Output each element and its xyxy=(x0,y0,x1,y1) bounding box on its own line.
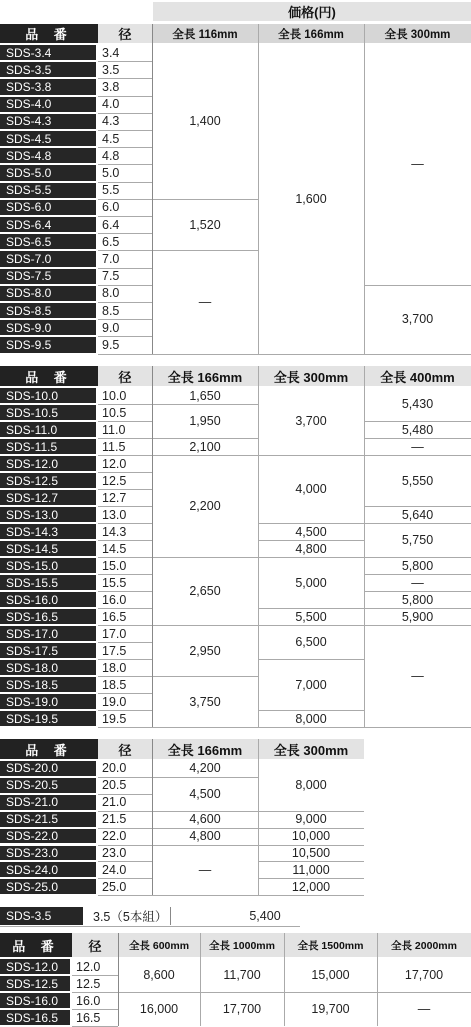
price-cell: 7,000 xyxy=(295,677,327,692)
part-number: SDS-12.0 xyxy=(0,959,70,974)
part-number: SDS-22.0 xyxy=(0,829,96,844)
price-cell: — xyxy=(411,669,424,683)
part-number: SDS-4.5 xyxy=(0,131,96,146)
diameter-value: 5.5 xyxy=(102,183,120,198)
diameter-value: 14.3 xyxy=(102,524,127,539)
price-cell: 5,800 xyxy=(401,592,434,607)
diameter-value: 5.0 xyxy=(102,165,120,180)
price-cell: 5,800 xyxy=(401,558,434,573)
diameter-value: 12.0 xyxy=(102,456,127,471)
diameter-value: 19.5 xyxy=(102,711,127,726)
diameter-value: 3.8 xyxy=(102,79,120,94)
part-number: SDS-9.0 xyxy=(0,320,96,335)
column-header-length: 全長 300mm xyxy=(364,24,471,43)
diameter-value: 16.0 xyxy=(102,592,127,607)
part-number: SDS-19.5 xyxy=(0,711,96,726)
price-cell: 17,700 xyxy=(222,1002,262,1016)
set-price: 5,400 xyxy=(249,909,281,923)
part-number: SDS-10.5 xyxy=(0,405,96,420)
price-cell: 5,900 xyxy=(401,609,434,624)
part-number: SDS-12.5 xyxy=(0,976,70,991)
part-number: SDS-16.0 xyxy=(0,592,96,607)
diameter-value: 4.5 xyxy=(102,131,120,146)
column-divider xyxy=(377,933,378,1026)
diameter-value: 9.0 xyxy=(102,320,120,335)
set-diameter: 3.5（5本組） xyxy=(93,910,168,924)
column-header-length: 全長 1000mm xyxy=(200,933,284,957)
diameter-value: 22.0 xyxy=(102,829,127,844)
price-cell: 2,950 xyxy=(189,643,221,658)
diameter-value: 20.0 xyxy=(102,761,127,776)
part-number: SDS-3.4 xyxy=(0,45,96,60)
price-cell: 3,700 xyxy=(401,312,434,327)
part-number: SDS-18.0 xyxy=(0,660,96,675)
price-cell: 4,800 xyxy=(295,541,327,556)
diameter-value: 12.5 xyxy=(102,473,127,488)
price-cell: 5,430 xyxy=(401,397,434,411)
column-header-diameter: 径 xyxy=(98,24,152,43)
part-number: SDS-11.5 xyxy=(0,439,96,454)
diameter-value: 4.8 xyxy=(102,148,120,163)
diameter-value: 4.0 xyxy=(102,97,120,112)
column-header-length: 全長 300mm xyxy=(258,739,364,759)
price-cell: 5,000 xyxy=(295,575,327,590)
part-number: SDS-12.5 xyxy=(0,473,96,488)
diameter-value: 12.0 xyxy=(76,959,101,974)
price-cell: 8,600 xyxy=(143,968,175,982)
price-cell: 16,000 xyxy=(139,1002,179,1016)
part-number: SDS-7.5 xyxy=(0,269,96,284)
price-cell: 5,480 xyxy=(401,422,434,437)
row-divider xyxy=(0,926,300,927)
price-cell: 3,700 xyxy=(295,414,327,428)
part-number: SDS-4.0 xyxy=(0,97,96,112)
price-cell: — xyxy=(417,1002,431,1016)
price-cell: 4,500 xyxy=(295,524,327,539)
part-number: SDS-7.0 xyxy=(0,251,96,266)
diameter-value: 19.0 xyxy=(102,694,127,709)
part-number: SDS-23.0 xyxy=(0,846,96,861)
part-number: SDS-16.0 xyxy=(0,993,70,1008)
row-divider xyxy=(364,727,471,728)
column-header-length: 全長 116mm xyxy=(152,24,258,43)
part-number: SDS-3.8 xyxy=(0,79,96,94)
part-number: SDS-20.5 xyxy=(0,778,96,793)
price-cell: — xyxy=(411,157,424,172)
price-header: 価格(円) xyxy=(153,2,471,21)
row-divider xyxy=(98,895,152,896)
column-divider xyxy=(284,933,285,1026)
price-cell: — xyxy=(411,575,424,590)
part-number: SDS-5.0 xyxy=(0,165,96,180)
column-header-length: 全長 2000mm xyxy=(377,933,471,957)
diameter-value: 15.5 xyxy=(102,575,127,590)
part-number: SDS-15.0 xyxy=(0,558,96,573)
diameter-value: 8.0 xyxy=(102,286,120,301)
price-cell: 1,520 xyxy=(189,217,221,232)
column-header-diameter: 径 xyxy=(72,933,118,957)
part-number: SDS-6.5 xyxy=(0,234,96,249)
price-cell: 1,400 xyxy=(189,114,221,129)
price-cell: 4,200 xyxy=(189,761,221,776)
row-divider xyxy=(258,895,364,896)
column-header-length: 全長 600mm xyxy=(118,933,200,957)
diameter-value: 6.4 xyxy=(102,217,120,232)
diameter-value: 21.5 xyxy=(102,812,127,827)
part-number: SDS-11.0 xyxy=(0,422,96,437)
column-divider xyxy=(118,933,119,1026)
price-cell: 1,650 xyxy=(189,388,221,403)
part-number: SDS-21.5 xyxy=(0,812,96,827)
diameter-value: 23.0 xyxy=(102,845,127,860)
price-cell: 3,750 xyxy=(189,694,221,709)
diameter-value: 6.5 xyxy=(102,234,120,249)
price-cell: 8,000 xyxy=(295,711,327,726)
column-divider xyxy=(258,24,259,354)
diameter-value: 4.3 xyxy=(102,114,120,129)
price-cell: 4,600 xyxy=(189,812,221,827)
part-number: SDS-3.5 xyxy=(0,62,96,77)
diameter-value: 7.5 xyxy=(102,269,120,284)
price-cell: 17,700 xyxy=(404,968,444,982)
column-header-diameter: 径 xyxy=(98,366,152,386)
price-cell: — xyxy=(198,862,212,877)
column-divider xyxy=(258,739,259,895)
diameter-value: 17.0 xyxy=(102,626,127,641)
price-cell: 11,700 xyxy=(223,968,261,982)
diameter-value: 12.7 xyxy=(102,490,127,505)
column-divider xyxy=(152,366,153,727)
part-number: SDS-8.0 xyxy=(0,286,96,301)
part-number: SDS-6.0 xyxy=(0,200,96,215)
diameter-value: 20.5 xyxy=(102,778,127,793)
column-header-part-no: 品 番 xyxy=(0,933,72,957)
price-cell: 2,650 xyxy=(189,584,221,598)
diameter-value: 3.4 xyxy=(102,45,120,60)
row-divider xyxy=(152,727,258,728)
part-number: SDS-21.0 xyxy=(0,795,96,810)
diameter-value: 11.0 xyxy=(102,422,126,437)
price-cell: 10,500 xyxy=(291,845,331,860)
diameter-value: 16.5 xyxy=(76,1010,101,1025)
price-cell: 1,950 xyxy=(189,414,221,428)
part-number: SDS-17.0 xyxy=(0,626,96,641)
diameter-value: 16.0 xyxy=(76,993,101,1008)
price-cell: — xyxy=(198,294,212,309)
price-cell: 12,000 xyxy=(291,879,331,894)
part-number: SDS-15.5 xyxy=(0,575,96,590)
diameter-value: 25.0 xyxy=(102,879,127,894)
diameter-value: 10.0 xyxy=(102,388,127,403)
diameter-value: 11.5 xyxy=(102,439,126,454)
part-number: SDS-14.5 xyxy=(0,541,96,556)
column-header-diameter: 径 xyxy=(98,739,152,759)
diameter-value: 17.5 xyxy=(102,643,127,658)
price-cell: 9,000 xyxy=(295,812,327,827)
price-cell: 4,000 xyxy=(295,482,327,496)
column-header-part-no: 品 番 xyxy=(0,366,98,386)
column-divider xyxy=(170,907,171,925)
diameter-value: 8.5 xyxy=(102,303,120,318)
part-number: SDS-16.5 xyxy=(0,609,96,624)
price-cell: 11,000 xyxy=(292,862,330,877)
diameter-value: 7.0 xyxy=(102,251,120,266)
part-number: SDS-6.4 xyxy=(0,217,96,232)
price-cell: 4,500 xyxy=(189,786,221,801)
price-cell: 10,000 xyxy=(291,829,331,844)
price-cell: 4,800 xyxy=(189,829,221,844)
price-cell: 5,550 xyxy=(401,473,434,488)
row-divider xyxy=(98,354,471,355)
row-divider xyxy=(152,895,258,896)
diameter-value: 10.5 xyxy=(102,405,127,420)
diameter-value: 3.5 xyxy=(102,62,120,77)
column-header-length: 全長 166mm xyxy=(258,24,364,43)
part-number: SDS-5.5 xyxy=(0,183,96,198)
part-number: SDS-9.5 xyxy=(0,337,96,352)
column-header-part-no: 品 番 xyxy=(0,24,98,43)
part-number: SDS-4.3 xyxy=(0,114,96,129)
part-number: SDS-24.0 xyxy=(0,862,96,877)
row-divider xyxy=(258,727,364,728)
price-cell: 2,200 xyxy=(189,499,221,513)
price-cell: 5,500 xyxy=(295,609,327,624)
row-divider xyxy=(98,727,152,728)
column-header-length: 全長 1500mm xyxy=(284,933,377,957)
diameter-value: 13.0 xyxy=(102,507,127,522)
part-number: SDS-4.8 xyxy=(0,148,96,163)
price-cell: 8,000 xyxy=(295,778,327,793)
price-cell: 5,640 xyxy=(401,507,434,522)
price-cell: 15,000 xyxy=(311,968,350,982)
column-header-length: 全長 300mm xyxy=(258,366,364,386)
diameter-value: 21.0 xyxy=(102,795,127,810)
column-header-length: 全長 166mm xyxy=(152,366,258,386)
part-number: SDS-17.5 xyxy=(0,643,96,658)
diameter-value: 18.0 xyxy=(102,660,127,675)
column-divider xyxy=(364,24,365,354)
part-number: SDS-12.0 xyxy=(0,456,96,471)
diameter-value: 14.5 xyxy=(102,541,127,556)
column-divider xyxy=(200,933,201,1026)
column-header-length: 全長 400mm xyxy=(364,366,471,386)
diameter-value: 9.5 xyxy=(102,337,120,352)
diameter-value: 18.5 xyxy=(102,677,127,692)
diameter-value: 12.5 xyxy=(76,976,101,991)
set-part-number: SDS-3.5 xyxy=(0,907,83,925)
price-cell: — xyxy=(411,439,424,454)
part-number: SDS-14.3 xyxy=(0,524,96,539)
part-number: SDS-12.7 xyxy=(0,490,96,505)
column-divider xyxy=(364,366,365,727)
price-cell: 5,750 xyxy=(401,533,434,547)
part-number: SDS-13.0 xyxy=(0,507,96,522)
part-number: SDS-18.5 xyxy=(0,677,96,692)
part-number: SDS-25.0 xyxy=(0,879,96,894)
column-header-part-no: 品 番 xyxy=(0,739,98,759)
part-number: SDS-8.5 xyxy=(0,303,96,318)
diameter-value: 15.0 xyxy=(102,558,127,573)
column-divider xyxy=(258,366,259,727)
part-number: SDS-16.5 xyxy=(0,1010,70,1025)
part-number: SDS-19.0 xyxy=(0,694,96,709)
price-cell: 2,100 xyxy=(189,439,221,454)
price-cell: 19,700 xyxy=(311,1002,350,1016)
column-header-length: 全長 166mm xyxy=(152,739,258,759)
diameter-value: 6.0 xyxy=(102,200,120,215)
diameter-value: 16.5 xyxy=(102,609,127,624)
price-cell: 6,500 xyxy=(295,635,327,649)
column-divider xyxy=(152,739,153,895)
column-divider xyxy=(152,24,153,354)
diameter-value: 24.0 xyxy=(102,862,127,877)
part-number: SDS-10.0 xyxy=(0,388,96,403)
part-number: SDS-20.0 xyxy=(0,761,96,776)
price-cell: 1,600 xyxy=(295,191,327,206)
